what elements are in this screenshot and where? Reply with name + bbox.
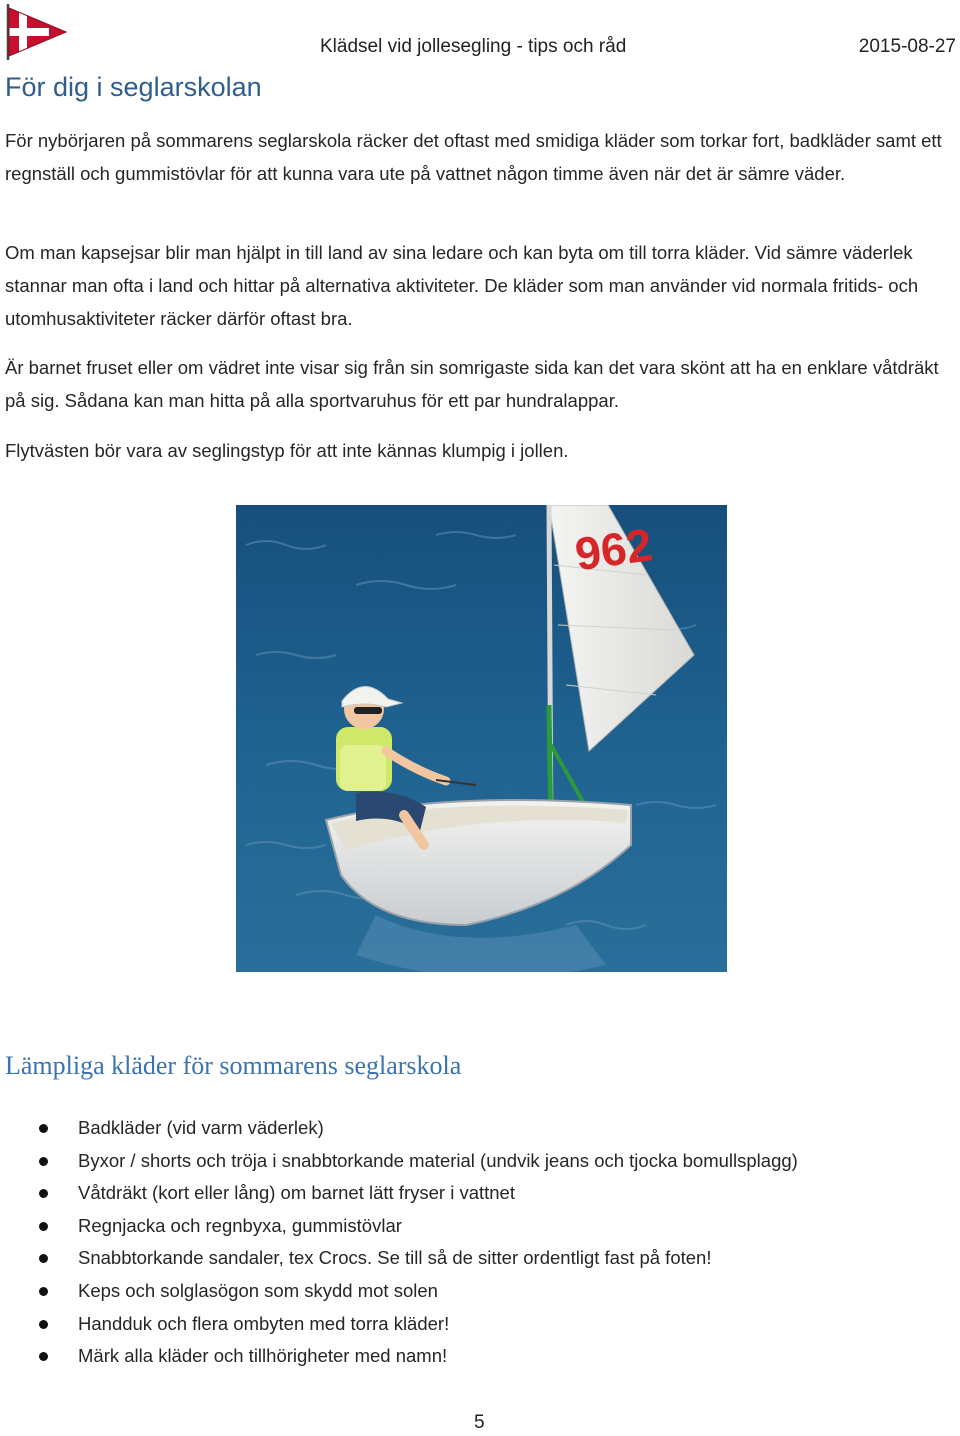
- sailing-dinghy-photo: [236, 505, 727, 972]
- list-item: Keps och solglasögon som skydd mot solen: [0, 1275, 960, 1308]
- bullet-icon: [39, 1124, 48, 1133]
- bullet-icon: [39, 1254, 48, 1263]
- sail-number: 962: [571, 518, 656, 581]
- paragraph: Om man kapsejsar blir man hjälpt in till land av sina ledare och kan byta om till torra kläder. Vid sämre väderlek stannar man ofta i land och hittar på alternativa aktiviteter. De kläder som man använder vid normala fritids- och utomhusaktiviteter räcker därför oftast bra.: [5, 242, 919, 329]
- club-pennant-logo: [2, 2, 68, 62]
- list-item: Handduk och flera ombyten med torra kläder!: [0, 1308, 960, 1341]
- list-item: Regnjacka och regnbyxa, gummistövlar: [0, 1210, 960, 1243]
- list-item: Badkläder (vid varm väderlek): [0, 1112, 960, 1145]
- bullet-icon: [39, 1222, 48, 1231]
- list-item: Byxor / shorts och tröja i snabbtorkande material (undvik jeans och tjocka bomullsplagg): [0, 1145, 960, 1178]
- document-title: Klädsel vid jollesegling - tips och råd: [320, 36, 627, 57]
- paragraph: Flytvästen bör vara av seglingstyp för att inte kännas klumpig i jollen.: [5, 440, 569, 461]
- bullet-icon: [39, 1320, 48, 1329]
- bullet-icon: [39, 1352, 48, 1361]
- paragraph: För nybörjaren på sommarens seglarskola räcker det oftast med smidiga kläder som torkar fort, badkläder samt ett regnställ och gummistövlar för att kunna vara ute på vattnet någon timme även när det är sämre väder.: [5, 130, 942, 184]
- bullet-icon: [39, 1287, 48, 1296]
- section-heading-lampliga-klader: Lämpliga kläder för sommarens seglarskola: [5, 1051, 462, 1080]
- clothing-list: [0, 1112, 960, 1373]
- section-heading-seglarskola: För dig i seglarskolan: [5, 72, 262, 102]
- paragraph: Är barnet fruset eller om vädret inte visar sig från sin somrigaste sida kan det vara skönt att ha en enklare våtdräkt på sig. Sådana kan man hitta på alla sportvaruhus för ett par hundralappar.: [5, 357, 939, 411]
- page-number: 5: [474, 1412, 485, 1433]
- list-item: Snabbtorkande sandaler, tex Crocs. Se till så de sitter ordentligt fast på foten!: [0, 1242, 960, 1275]
- list-item: Märk alla kläder och tillhörigheter med namn!: [0, 1340, 960, 1373]
- list-item: Våtdräkt (kort eller lång) om barnet lätt fryser i vattnet: [0, 1177, 960, 1210]
- document-date: 2015-08-27: [858, 36, 956, 57]
- bullet-icon: [39, 1157, 48, 1166]
- bullet-icon: [39, 1189, 48, 1198]
